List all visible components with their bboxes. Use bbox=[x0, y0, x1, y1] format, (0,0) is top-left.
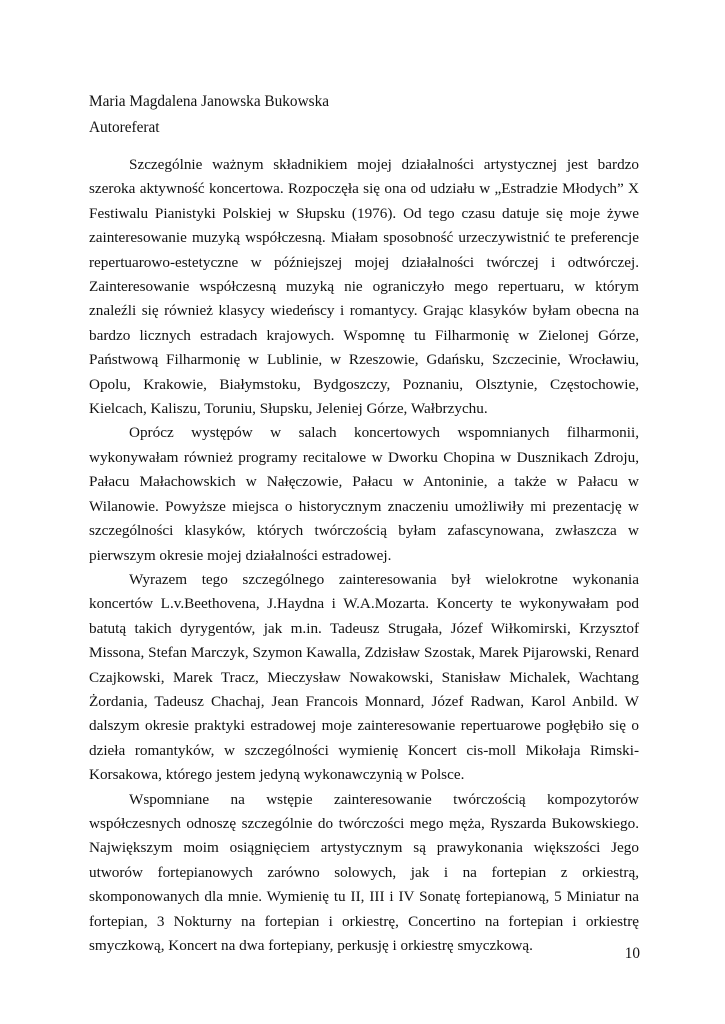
page-number: 10 bbox=[624, 945, 640, 962]
paragraph: Szczególnie ważnym składnikiem mojej działalności artystycznej jest bardzo szeroka aktywność koncertowa. Rozpoczęła się ona od udziału w „Estradzie Młodych” X Festiwalu Pianistyki Polskiej w Słupsku (1976). Od tego czasu datuje się moje żywe zainteresowanie muzyką współczesną. Miałam sposobność urzeczywistnić te preferencje repertuarowo-estetyczne w późniejszej mojej działalności twórczej i odtwórczej. Zainteresowanie współczesną muzyką nie ograniczyło mego repertuaru, w którym znaleźli się również klasycy wiedeńscy i romantycy. Grając klasyków byłam obecna na bardzo licznych estradach krajowych. Wspomnę tu Filharmonię w Zielonej Górze, Państwową Filharmonię w Lublinie, w Rzeszowie, Gdańsku, Szczecinie, Wrocławiu, Opolu, Krakowie, Białymstoku, Bydgoszczy, Poznaniu, Olsztynie, Częstochowie, Kielcach, Kaliszu, Toruniu, Słupsku, Jeleniej Górze, Wałbrzychu. bbox=[89, 156, 639, 418]
paragraph: Oprócz występów w salach koncertowych wspomnianych filharmonii, wykonywałam również programy recitalowe w Dworku Chopina w Dusznikach Zdroju, Pałacu Małachowskich w Nałęczowie, Pałacu w Antoninie, a także w Pałacu w Wilanowie. Powyższe miejsca o historycznym znaczeniu umożliwiły mi prezentację w szczególności klasyków, których twórczością byłam zafascynowana, zwłaszcza w pierwszym okresie mojej działalności estradowej. bbox=[89, 424, 639, 564]
paragraph: Wyrazem tego szczególnego zainteresowania był wielokrotne wykonania koncertów L.v.Beethovena, J.Haydna i W.A.Mozarta. Koncerty te wykonywałam pod batutą takich dyrygentów, jak m.in. Tadeusz Strugała, Józef Wiłkomirski, Krzysztof Missona, Stefan Marczyk, Szymon Kawalla, Zdzisław Szostak, Marek Pijarowski, Renard Czajkowski, Marek Tracz, Mieczysław Nowakowski, Stanisław Michalek, Wachtang Żordania, Tadeusz Chachaj, Jean Francois Monnard, Józef Radwan, Karol Anbild. W dalszym okresie praktyki estradowej moje zainteresowanie repertuarowe pogłębiło się o dzieła romantyków, w szczególności wymienię Koncert cis-moll Mikołaja Rimski-Korsakowa, którego jestem jedyną wykonawczynią w Polsce. bbox=[89, 570, 639, 784]
document-type: Autoreferat bbox=[89, 119, 160, 136]
document-body bbox=[89, 153, 639, 958]
author-name: Maria Magdalena Janowska Bukowska bbox=[89, 93, 330, 110]
paragraph: Wspomniane na wstępie zainteresowanie twórczością kompozytorów współczesnych odnoszę szczególnie do twórczości mego męża, Ryszarda Bukowskiego. Największym moim osiągnięciem artystycznym są prawykonania większości Jego utworów fortepianowych zarówno solowych, jak i na fortepian z orkiestrą, skomponowanych dla mnie. Wymienię tu II, III i IV Sonatę fortepianową, 5 Miniatur na fortepian, 3 Nokturny na fortepian i orkiestrę, Concertino na fortepian i orkiestrę smyczkową, Koncert na dwa fortepiany, perkusję i orkiestrę smyczkową. bbox=[89, 790, 639, 954]
document-header bbox=[89, 89, 649, 141]
